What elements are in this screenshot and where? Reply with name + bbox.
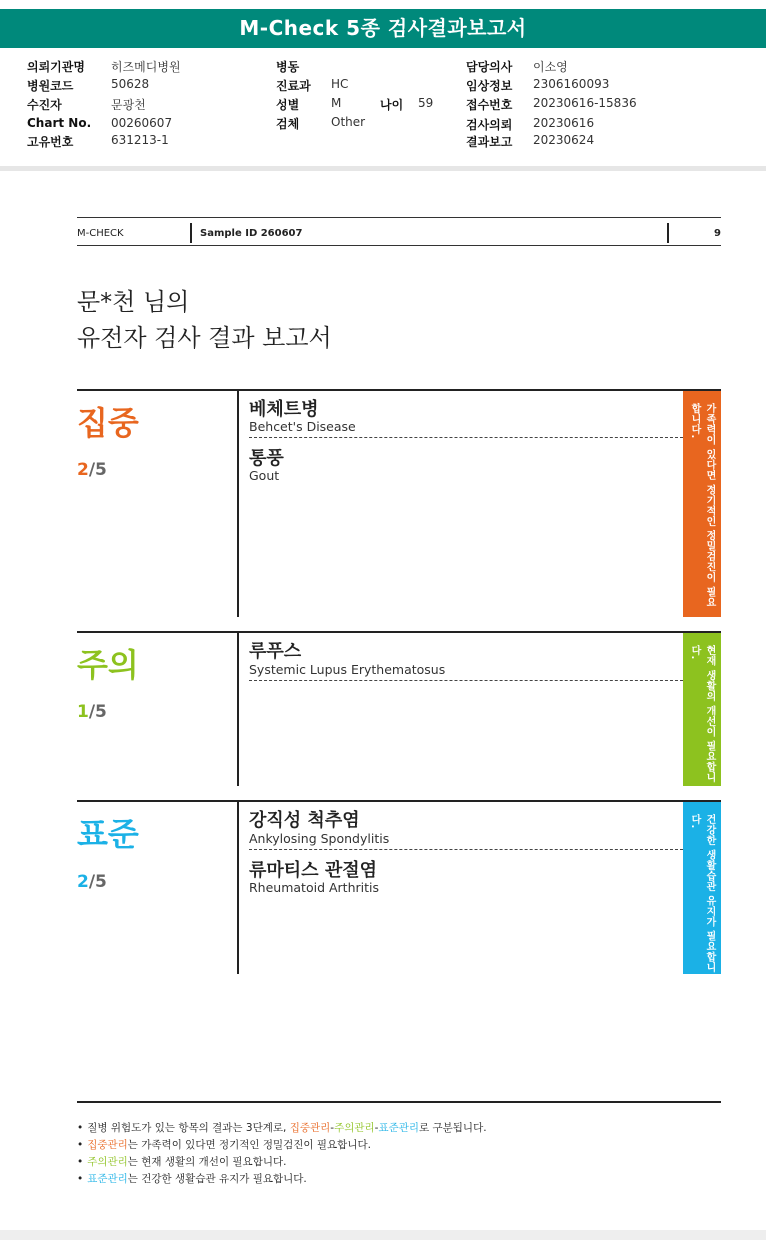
report-title-line2: 유전자 검사 결과 보고서 <box>77 324 332 352</box>
page-header-top-line <box>77 217 721 218</box>
chart-value: 00260607 <box>111 116 173 130</box>
bullet: • <box>77 1156 84 1168</box>
request-value: 20230616 <box>533 116 595 130</box>
item-separator <box>249 680 683 681</box>
section-focus-top-line <box>77 389 721 391</box>
page-header-bottom-line <box>77 245 721 246</box>
item-separator <box>249 437 683 438</box>
result-label: 결과보고 <box>466 135 513 149</box>
sex-value: M <box>331 96 342 110</box>
note-2 <box>77 1137 371 1152</box>
disease-name-en: Behcet's Disease <box>249 419 356 434</box>
note-1-caution: 주의관리 <box>334 1122 375 1134</box>
page-number: 9 <box>714 228 721 239</box>
hospital-value: 히즈메디병원 <box>111 60 181 74</box>
section-focus-count-total: /5 <box>88 460 107 480</box>
footer-line <box>77 1101 721 1103</box>
unique-label: 고유번호 <box>27 135 74 149</box>
report-title-bar <box>0 0 766 48</box>
note-4 <box>77 1171 307 1186</box>
dept-label: 진료과 <box>276 79 311 93</box>
report-title-line1: 문*천 님의 <box>77 288 190 316</box>
note-3-key: 주의관리 <box>87 1156 128 1168</box>
section-standard-count-total: /5 <box>88 872 107 892</box>
section-focus-count <box>77 460 107 480</box>
note-2-key: 집중관리 <box>87 1139 128 1151</box>
section-focus-side-note: 가족력이 있다면 정기적인 정밀검진이 필요합니다. <box>683 391 721 617</box>
note-3-text: 는 현재 생활의 개선이 필요합니다. <box>127 1156 287 1168</box>
section-standard-top-line <box>77 800 721 802</box>
note-4-text: 는 건강한 생활습관 유지가 필요합니다. <box>127 1173 307 1185</box>
age-label: 나이 <box>380 98 404 112</box>
note-1-end: 로 구분됩니다. <box>419 1122 487 1134</box>
receipt-value: 20230616-15836 <box>533 96 637 110</box>
disease-name-ko: 강직성 척추염 <box>249 810 360 831</box>
patient-label: 수진자 <box>27 98 62 112</box>
section-caution-top-line <box>77 631 721 633</box>
section-standard-count-value: 2 <box>77 872 89 892</box>
page-header-sample-id: Sample ID 260607 <box>200 228 303 239</box>
section-standard-divider <box>237 800 239 974</box>
result-value: 20230624 <box>533 133 595 147</box>
code-label: 병원코드 <box>27 79 74 93</box>
note-4-key: 표준관리 <box>87 1173 128 1185</box>
receipt-label: 접수번호 <box>466 98 513 112</box>
patient-value: 문광천 <box>111 98 146 112</box>
section-caution-count-value: 1 <box>77 702 89 722</box>
note-2-text: 는 가족력이 있다면 정기적인 정밀검진이 필요합니다. <box>127 1139 371 1151</box>
clinical-value: 2306160093 <box>533 77 610 91</box>
section-caution-count <box>77 702 107 722</box>
page-header-brand: M-CHECK <box>77 228 124 239</box>
section-caution-label: 주의 <box>77 646 139 684</box>
section-standard-side-note: 건강한 생활습관 유지가 필요합니다. <box>683 802 721 974</box>
sex-label: 성별 <box>276 98 300 112</box>
note-1 <box>77 1120 487 1135</box>
disease-name-ko: 루푸스 <box>249 641 302 662</box>
note-1-dash: - <box>330 1122 335 1134</box>
age-value: 59 <box>418 96 434 110</box>
doctor-value: 이소영 <box>533 60 568 74</box>
ward-label: 병동 <box>276 60 300 74</box>
disease-name-en: Rheumatoid Arthritis <box>249 880 379 895</box>
disease-name-en: Gout <box>249 468 280 483</box>
bullet: • <box>77 1173 84 1185</box>
unique-value: 631213-1 <box>111 133 169 147</box>
note-1-focus: 집중관리 <box>289 1122 331 1134</box>
section-caution-divider <box>237 631 239 786</box>
doctor-label: 담당의사 <box>466 60 513 74</box>
section-standard-count <box>77 872 107 892</box>
section-focus-label: 집중 <box>77 404 139 442</box>
item-separator <box>249 849 683 850</box>
bullet: • <box>77 1122 84 1134</box>
clinical-label: 임상정보 <box>466 79 513 93</box>
page-header-divider <box>190 223 192 243</box>
specimen-value: Other <box>331 115 366 129</box>
hospital-label: 의뢰기관명 <box>27 60 85 74</box>
chart-label: Chart No. <box>27 116 92 130</box>
dept-value: HC <box>331 77 349 91</box>
section-caution-side-note: 현재 생활의 개선이 필요합니다. <box>683 633 721 786</box>
report-title: M-Check 5종 검사결과보고서 <box>0 9 766 48</box>
note-1-standard: 표준관리 <box>378 1122 420 1134</box>
section-caution-count-total: /5 <box>88 702 107 722</box>
disease-name-ko: 베체트병 <box>249 399 319 420</box>
note-1-dash: - <box>374 1122 379 1134</box>
section-focus-divider <box>237 389 239 617</box>
code-value: 50628 <box>111 77 150 91</box>
request-label: 검사의뢰 <box>466 118 513 132</box>
note-3 <box>77 1154 286 1169</box>
note-1-text: 질병 위험도가 있는 항목의 결과는 3단계로, <box>87 1122 290 1134</box>
disease-name-en: Ankylosing Spondylitis <box>249 831 390 846</box>
disease-name-ko: 류마티스 관절염 <box>249 860 377 881</box>
page-header-divider <box>667 223 669 243</box>
bullet: • <box>77 1139 84 1151</box>
specimen-label: 검체 <box>276 117 300 131</box>
section-standard-label: 표준 <box>77 815 139 853</box>
patient-info-panel <box>0 48 766 166</box>
section-focus-count-value: 2 <box>77 460 89 480</box>
disease-name-ko: 통풍 <box>249 448 284 469</box>
disease-name-en: Systemic Lupus Erythematosus <box>249 662 446 677</box>
page-bottom-margin <box>0 1230 766 1240</box>
